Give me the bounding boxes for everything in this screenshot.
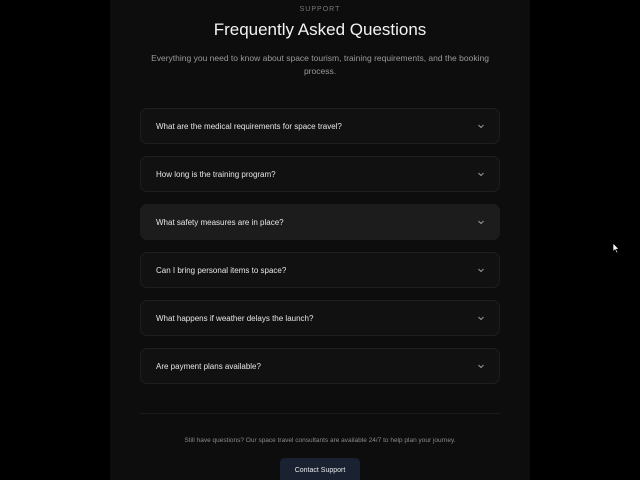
faq-question: What are the medical requirements for space travel? — [156, 121, 342, 131]
faq-item-weather-delays[interactable] — [140, 300, 500, 336]
chevron-down-icon — [477, 266, 485, 274]
section-divider — [140, 413, 500, 414]
page-title: Frequently Asked Questions — [213, 20, 427, 39]
faq-question: What safety measures are in place? — [156, 217, 284, 227]
faq-list — [140, 108, 500, 396]
faq-item-training-program[interactable] — [140, 156, 500, 192]
faq-item-safety-measures[interactable] — [140, 204, 500, 240]
faq-item-medical-requirements[interactable] — [140, 108, 500, 144]
help-text: Still have questions? Our space travel consultants are available 24/7 to help plan your journey. — [184, 437, 456, 444]
chevron-down-icon — [477, 218, 485, 226]
faq-question: What happens if weather delays the launch? — [156, 313, 314, 323]
faq-item-personal-items[interactable] — [140, 252, 500, 288]
faq-question: How long is the training program? — [156, 169, 276, 179]
page-subtitle: Everything you need to know about space tourism, training requirements, and the booking process. — [151, 53, 489, 76]
chevron-down-icon — [477, 314, 485, 322]
chevron-down-icon — [477, 122, 485, 130]
faq-question: Are payment plans available? — [156, 361, 261, 371]
contact-support-button[interactable]: Contact Support — [280, 458, 360, 480]
chevron-down-icon — [477, 362, 485, 370]
chevron-down-icon — [477, 170, 485, 178]
mouse-cursor-icon — [612, 242, 620, 254]
faq-question: Can I bring personal items to space? — [156, 265, 287, 275]
faq-item-payment-plans[interactable] — [140, 348, 500, 384]
section-eyebrow: SUPPORT — [299, 6, 341, 13]
